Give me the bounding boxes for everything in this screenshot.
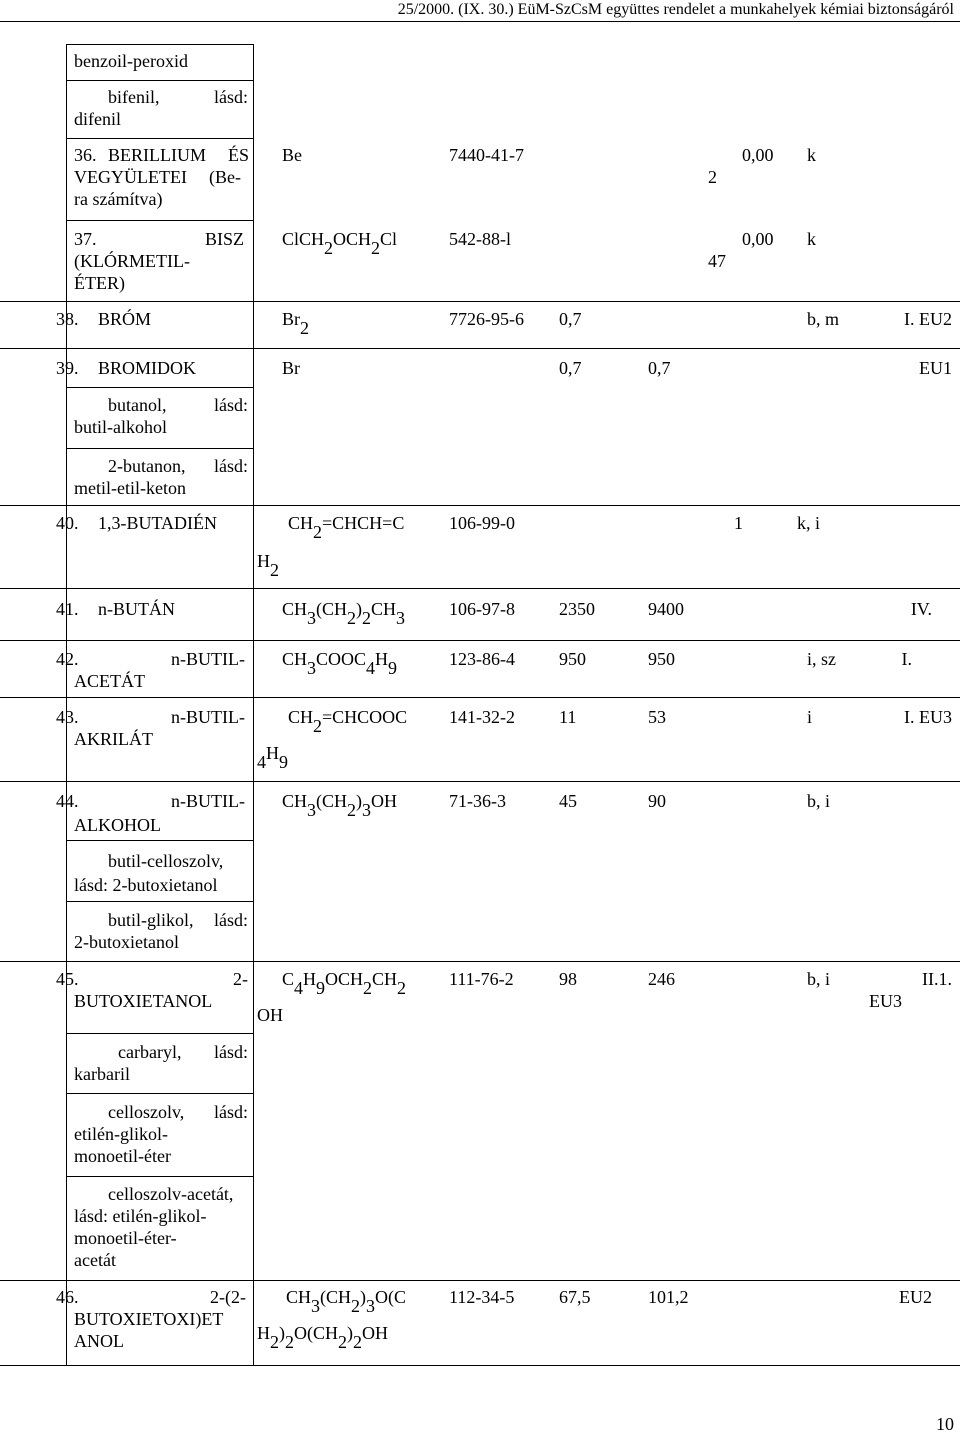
limit-value: 950 [648,649,675,669]
chemical-formula: CH2=CHCH=C [288,513,405,542]
row-separator [66,387,254,388]
row-separator [66,1176,254,1177]
cas-number: 7726-95-6 [449,309,524,329]
row-number: 36. [74,145,97,165]
header-rule [0,21,960,22]
substance-name: ANOL [74,1331,124,1351]
row-number: 38. [56,309,79,329]
limit-value: 0,7 [648,358,671,378]
table-bottom-border [0,1365,960,1366]
limit-value: 90 [648,791,666,811]
column-divider-name [253,44,254,1366]
limit-value: 101,2 [648,1287,689,1307]
limit-value: 67,5 [559,1287,591,1307]
substance-name: celloszolv-acetát, [108,1184,234,1204]
limit-value: 98 [559,969,577,989]
eu-code-continued: EU3 [869,991,902,1011]
substance-name: BRÓM [98,309,152,329]
category-code: b, i [807,969,831,989]
chemical-formula: CH3COOC4H9 [282,649,398,678]
category-code: i [807,707,813,727]
limit-value: 11 [559,707,577,727]
substance-name: butanol, [108,395,167,415]
cas-number: 123-86-4 [449,649,515,669]
page-header-title: 25/2000. (IX. 30.) EüM-SzCsM együttes rendelet a munkahelyek kémiai biztonságáról [397,1,954,18]
row-separator [0,781,960,782]
substance-name: AKRILÁT [74,729,153,749]
cas-number: 7440-41-7 [449,145,524,165]
category-code: k, i [797,513,821,533]
substance-name-continued: karbaril [74,1064,130,1084]
limit-value: 0,00 [742,145,774,165]
substance-name-continued: lásd: 2-butoxietanol [74,875,218,895]
chemical-formula-continued: H2 [257,551,279,580]
substance-name: ALKOHOL [74,815,161,835]
row-separator [66,448,254,449]
substance-name: ÉS [228,145,250,165]
row-separator [0,505,960,506]
row-separator [0,348,960,349]
row-number: 44. [56,791,79,811]
row-separator [0,1280,960,1281]
cas-number: 71-36-3 [449,791,506,811]
limit-value: 1 [734,513,743,533]
substance-name: ra számítva) [74,189,163,209]
chemical-formula: Be [282,145,302,165]
chemical-formula-continued: 4H9 [257,743,288,772]
chemical-formula: CH2=CHCOOC [288,707,408,736]
row-separator [66,901,254,902]
table-row [74,50,252,72]
row-separator [0,961,960,962]
see-label: lásd: [214,456,248,476]
see-label: lásd: [214,910,248,930]
substance-name: n-BUTIL- [171,791,245,811]
chemical-formula: ClCH2OCH2Cl [282,229,398,258]
row-separator [0,301,960,302]
substance-name: n-BUTIL- [171,707,245,727]
substance-name: ACETÁT [74,671,145,691]
row-number: 42. [56,649,79,669]
row-number: 43. [56,707,79,727]
eu-code: EU1 [919,358,952,378]
substance-name: BROMIDOK [98,358,197,378]
see-label: lásd: [214,87,248,107]
row-separator [66,1033,254,1034]
limit-value: 0,00 [742,229,774,249]
table-top-border [66,44,254,45]
chemical-formula: Br [282,358,300,378]
row-separator [66,220,254,221]
substance-name: 2- [233,969,248,989]
substance-name: BERILLIUM [108,145,206,165]
substance-name-continued: difenil [74,109,121,129]
substance-name-continued: etilén-glikol- [74,1124,168,1144]
substance-name: BISZ [205,229,245,249]
chemical-formula: CH3(CH2)3OH [282,791,398,820]
table-row [74,86,252,130]
cas-number: 111-76-2 [449,969,514,989]
substance-name: (KLÓRMETIL- [74,251,190,271]
limit-value: 0,7 [559,309,582,329]
substance-name: ÉTER) [74,273,125,293]
eu-code: EU2 [899,1287,932,1307]
see-label: lásd: [214,395,248,415]
substance-name: n-BUTÁN [98,599,175,619]
table-border-left [66,44,67,1366]
row-separator [0,697,960,698]
category-code: b, m [807,309,840,329]
see-label: lásd: [214,1102,248,1122]
substance-name-continued: 2-butoxietanol [74,932,179,952]
substance-name: bifenil, [108,87,160,107]
row-number: 39. [56,358,79,378]
page-number: 10 [936,1414,954,1434]
eu-code: I. EU2 [904,309,952,329]
chemical-formula-continued: OH [257,1005,283,1025]
row-separator [66,1093,254,1094]
substance-name: butil-glikol, [108,910,194,930]
category-code: i, sz [807,649,836,669]
substance-name-continued: monoetil-éter- [74,1228,177,1248]
limit-value-continued: 2 [708,167,717,187]
row-number: 45. [56,969,79,989]
limit-value: 0,7 [559,358,582,378]
cas-number: 106-99-0 [449,513,515,533]
row-separator [66,80,254,81]
row-number: 41. [56,599,79,619]
chemical-formula: C4H9OCH2CH2 [282,969,407,998]
substance-name: (Be- [209,167,241,187]
cas-number: 112-34-5 [449,1287,515,1307]
category-code: b, i [807,791,831,811]
row-separator [0,588,960,589]
limit-value: 9400 [648,599,684,619]
substance-name: benzoil-peroxid [74,51,188,71]
substance-name: BUTOXIETOXI)ET [74,1309,224,1329]
category-code: k [807,145,816,165]
cas-number: 542-88-l [449,229,511,249]
eu-code: II.1. [922,969,952,989]
limit-value-continued: 47 [708,251,726,271]
substance-name-continued: lásd: etilén-glikol- [74,1206,207,1226]
chemical-formula-continued: H2)2O(CH2)2OH [257,1323,388,1352]
limit-value: 246 [648,969,675,989]
chemical-formula: Br2 [282,309,309,338]
row-separator [0,640,960,641]
chemical-formula: CH3(CH2)3O(C [286,1287,407,1316]
limit-value: 53 [648,707,666,727]
cas-number: 106-97-8 [449,599,515,619]
substance-name: carbaryl, [118,1042,182,1062]
substance-name: 2-butanon, [108,456,186,476]
limit-value: 45 [559,791,577,811]
cas-number: 141-32-2 [449,707,515,727]
eu-code: I. EU3 [904,707,952,727]
eu-code: I. [901,649,912,669]
substance-name-continued: butil-alkohol [74,417,167,437]
eu-code: IV. [910,599,932,619]
substance-name: 2-(2- [210,1287,246,1307]
substance-name: 1,3-BUTADIÉN [98,513,218,533]
row-number: 37. [74,229,97,249]
category-code: k [807,229,816,249]
row-number: 46. [56,1287,79,1307]
row-number: 40. [56,513,79,533]
chemical-formula: CH3(CH2)2CH3 [282,599,406,628]
substance-name: celloszolv, [108,1102,185,1122]
substance-name: VEGYÜLETEI [74,167,187,187]
limit-value: 950 [559,649,586,669]
substance-name-continued: monoetil-éter [74,1146,171,1166]
limit-value: 2350 [559,599,595,619]
substance-name-continued: acetát [74,1250,116,1270]
see-label: lásd: [214,1042,248,1062]
substance-name: butil-celloszolv, [108,851,224,871]
row-separator [66,840,254,841]
substance-name: n-BUTIL- [171,649,245,669]
row-separator [66,138,254,139]
substance-name-continued: metil-etil-keton [74,478,186,498]
substance-name: BUTOXIETANOL [74,991,213,1011]
